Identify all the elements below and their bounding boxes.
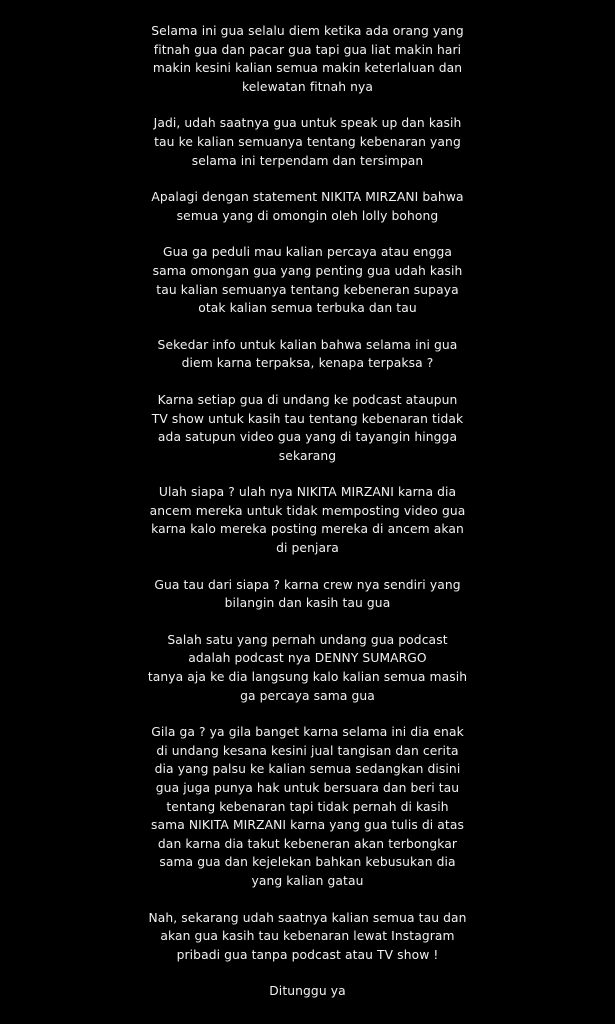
story-line: fitnah gua dan pacar gua tapi gua liat makin hari: [153, 42, 462, 57]
story-line: dia yang palsu ke kalian semua sedangkan disini: [154, 762, 461, 777]
story-paragraph: [0, 22, 615, 96]
story-line: Jadi, udah saatnya gua untuk speak up dan kasih: [153, 116, 462, 131]
story-paragraph: [0, 631, 615, 705]
story-line: ancem mereka untuk tidak memposting video gua: [149, 503, 466, 518]
story-line: diem karna terpaksa, kenapa terpaksa ?: [181, 356, 434, 371]
story-line: ada satupun video gua yang di tayangin hingga: [157, 430, 458, 445]
story-line: Sekedar info untuk kalian bahwa selama ini gua: [157, 337, 458, 352]
story-line: adalah podcast nya DENNY SUMARGO: [188, 651, 427, 666]
story-line: Apalagi dengan statement NIKITA MIRZANI bahwa: [151, 190, 464, 205]
story-line: kelewatan fitnah nya: [241, 79, 374, 94]
story-line: TV show untuk kasih tau tentang kebenaran tidak: [151, 411, 464, 426]
story-line: Ditunggu ya: [269, 984, 346, 999]
story-line: Nah, sekarang udah saatnya kalian semua tau dan: [148, 910, 467, 925]
story-line: tanya aja ke dia langsung kalo kalian semua masih: [147, 670, 468, 685]
story-paragraph: [0, 982, 615, 1001]
story-line: tau ke kalian semuanya tentang kebenaran yang: [154, 134, 461, 149]
story-paragraph: [0, 391, 615, 465]
story-line: sama gua dan kejelekan bahkan kebusukan dia: [159, 855, 456, 870]
story-line: Salah satu yang pernah undang gua podcast: [167, 632, 448, 647]
story-line: di undang kesana kesini jual tangisan dan cerita: [156, 743, 459, 758]
story-line: sekarang: [278, 448, 337, 463]
story-paragraph: [0, 243, 615, 317]
story-line: tentang kebenaran tapi tidak pernah di kasih: [166, 799, 449, 814]
story-line: Gila ga ? ya gila banget karna selama ini dia enak: [151, 725, 464, 740]
story-line: makin kesini kalian semua makin keterlaluan dan: [152, 61, 463, 76]
story-line: yang kalian gatau: [251, 873, 364, 888]
story-paragraph: [0, 114, 615, 170]
story-line: Gua tau dari siapa ? karna crew nya sendiri yang: [154, 577, 461, 592]
story-line: sama NIKITA MIRZANI karna yang gua tulis di atas: [151, 818, 464, 833]
story-line: bilangin dan kasih tau gua: [224, 596, 391, 611]
story-paragraph: [0, 723, 615, 890]
story-line: selama ini terpendam dan tersimpan: [191, 153, 424, 168]
story-line: ga percaya sama gua: [240, 688, 375, 703]
story-line: tau kalian semuanya tentang kebeneran supaya: [156, 282, 459, 297]
story-line: Gua ga peduli mau kalian percaya atau engga: [162, 245, 453, 260]
story-line: di penjara: [276, 541, 339, 556]
story-line: Selama ini gua selalu diem ketika ada orang yang: [151, 24, 464, 38]
story-paragraph: [0, 188, 615, 225]
story-paragraph: [0, 483, 615, 557]
story-paragraph: [0, 576, 615, 613]
story-line: gua juga punya hak untuk bersuara dan beri tau: [155, 781, 460, 795]
story-paragraph: [0, 336, 615, 373]
story-line: otak kalian semua terbuka dan tau: [198, 301, 417, 316]
story-line: akan gua kasih tau kebenaran lewat Instagram: [160, 929, 455, 944]
story-line: karna kalo mereka posting mereka di ancem akan: [151, 522, 464, 537]
story-line: dan karna dia takut kebeneran akan terbongkar: [157, 836, 458, 851]
story-line: sama omongan gua yang penting gua udah kasih: [152, 263, 463, 278]
story-text-block: [0, 22, 615, 1019]
story-line: Karna setiap gua di undang ke podcast ataupun: [157, 392, 458, 407]
story-line: Ulah siapa ? ulah nya NIKITA MIRZANI karna dia: [158, 485, 457, 500]
story-line: semua yang di omongin oleh lolly bohong: [176, 208, 439, 223]
story-paragraph: [0, 909, 615, 965]
story-line: pribadi gua tanpa podcast atau TV show !: [176, 947, 439, 962]
